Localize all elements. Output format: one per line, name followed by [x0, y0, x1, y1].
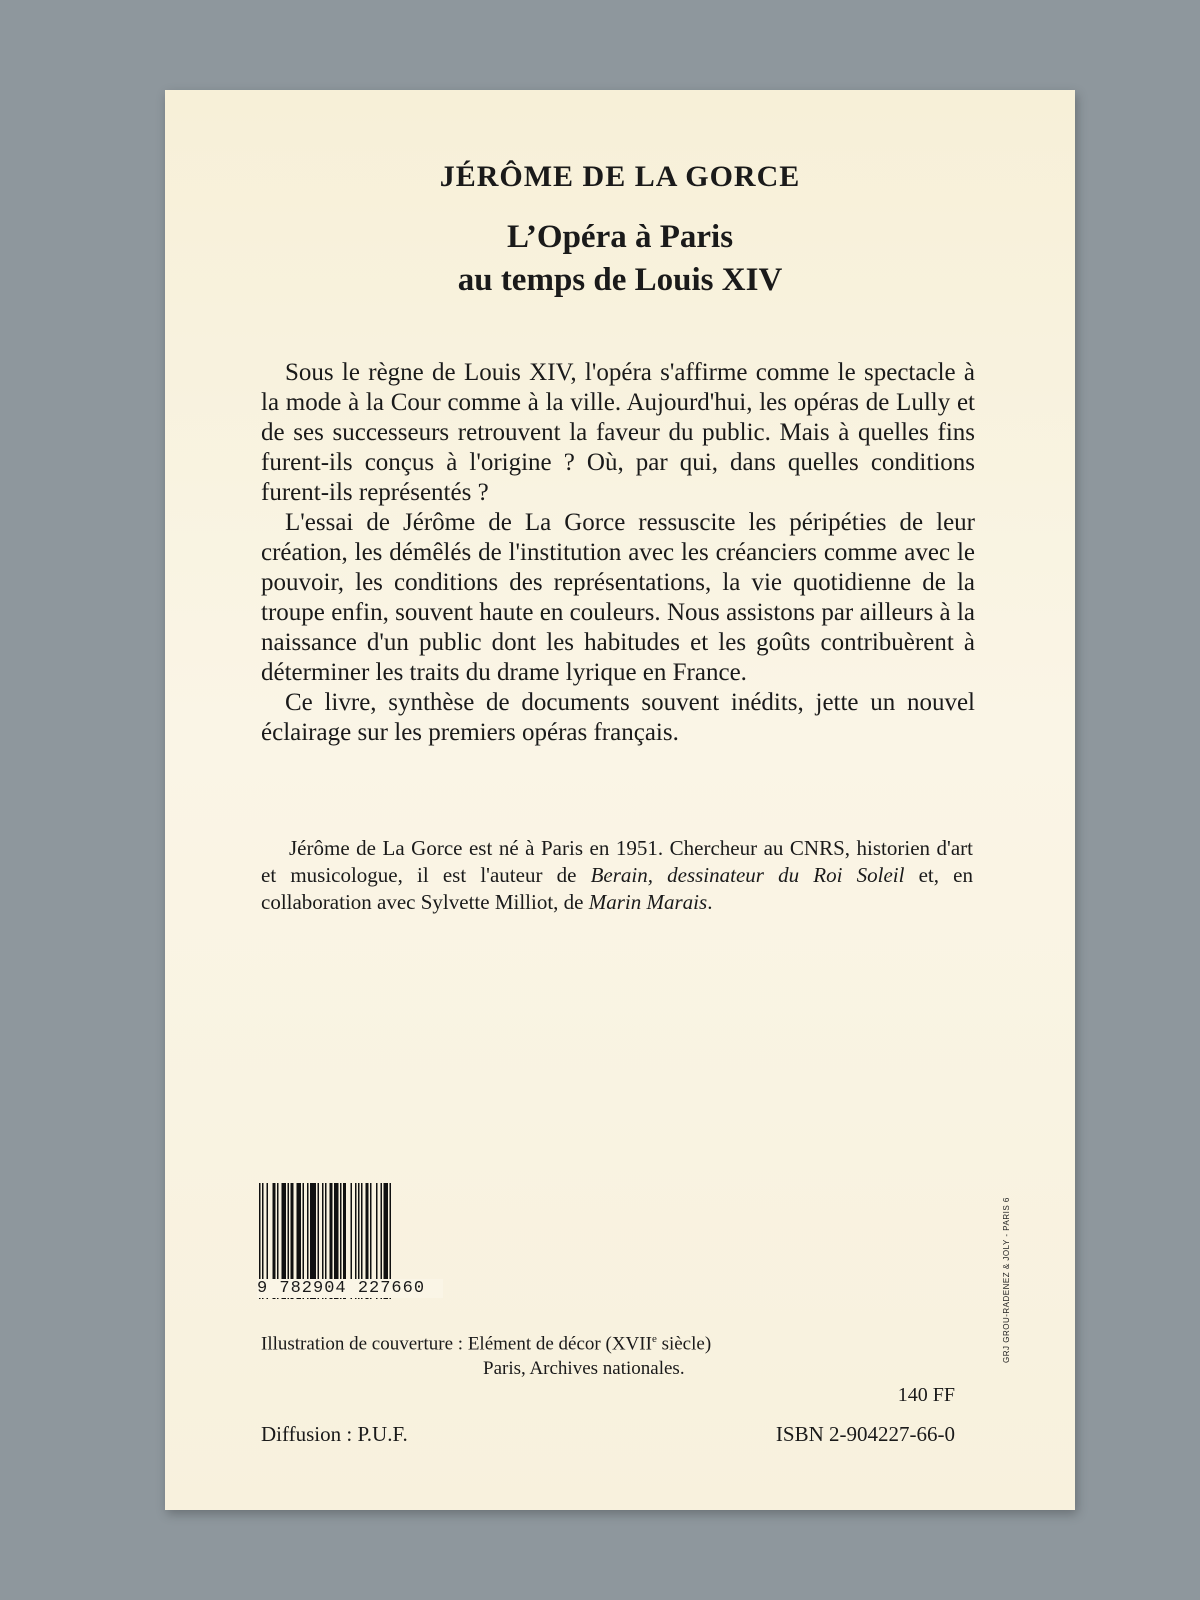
title-line-1: L’Opéra à Paris: [506, 219, 734, 255]
book-title: [165, 216, 1075, 302]
illustration-credit-century: siècle): [656, 1333, 712, 1355]
bio-book-title-2: Marin Marais: [588, 890, 708, 914]
illustration-credit-text: Illustration de couverture : Elément de décor (XVII: [261, 1333, 652, 1355]
bio-text-1: Jérôme de La Gorce est né à Paris en 1951. Chercheur au CNRS, historien d'art et musicologue, il est l'auteur de: [261, 836, 973, 887]
isbn: ISBN 2-904227-66-0: [775, 1422, 955, 1446]
illustration-credit-superscript: e: [651, 1333, 657, 1345]
bio-text-2: et, en collaboration avec Sylvette Milliot, de: [261, 863, 973, 914]
cover-illustration-credit: [261, 1327, 711, 1381]
illustration-credit-line-2: Paris, Archives nationales.: [483, 1358, 685, 1380]
title-line-2: au temps de Louis XIV: [457, 262, 783, 298]
bio-book-title-1: Berain, dessinateur du Roi Soleil: [590, 863, 905, 887]
description-paragraph-2: L'essai de Jérôme de La Gorce ressuscite les péripéties de leur création, les démêlés de l'institution avec les créanciers comme avec le pouvoir, les conditions des représentations, la vie quotidienne de la troupe enfin, souvent haute en couleurs. Nous assistons par ailleurs à la naissance d'un public dont les habitudes et les goûts contribuèrent à déterminer les traits du drame lyrique en France.: [261, 509, 975, 686]
diffusion: Diffusion : P.U.F.: [261, 1422, 408, 1446]
description-paragraph-1: Sous le règne de Louis XIV, l'opéra s'affirme comme le spectacle à la mode à la Cour comme à la ville. Aujourd'hui, les opéras de Lully et de ses successeurs retrouvent la faveur du public. Mais à quelles fins furent-ils conçus à l'origine ? Où, par qui, dans quelles conditions furent-ils représentés ?: [261, 359, 975, 506]
book-back-cover: [165, 90, 1075, 1510]
description-paragraph-3: Ce livre, synthèse de documents souvent inédits, jette un nouvel éclairage sur les premiers opéras français.: [261, 689, 975, 746]
author-bio: [261, 835, 973, 916]
book-description: [261, 358, 975, 748]
barcode-number: 9 782904 227660: [257, 1279, 443, 1298]
bio-text-3: .: [707, 890, 713, 914]
author-name: JÉRÔME DE LA GORCE: [439, 160, 801, 193]
price: 140 FF: [897, 1384, 955, 1406]
printer-imprint: GRJ GROU-RADENEZ & JOLY - PARIS 6: [1002, 1197, 1011, 1363]
illustration-credit-line-1: [261, 1327, 711, 1356]
author-bio-text: [261, 835, 973, 916]
